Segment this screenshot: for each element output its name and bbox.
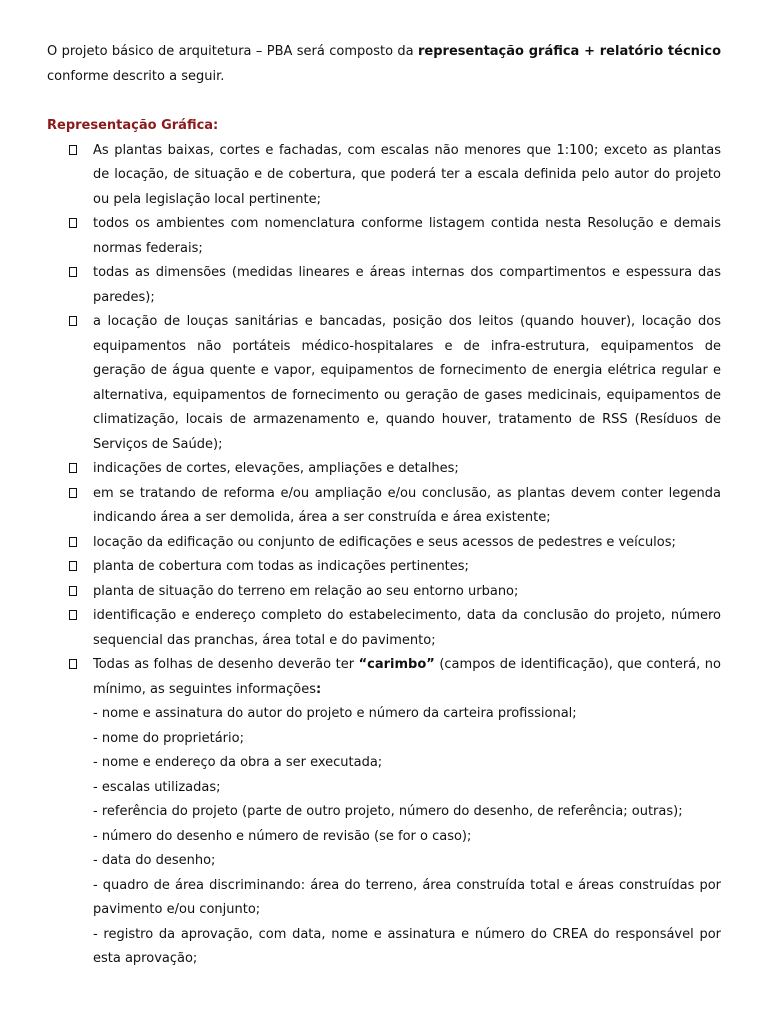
bullet-box-icon bbox=[69, 267, 77, 277]
carimbo-text-b: (campos de identificação), que conterá, no mínimo, as seguintes informações bbox=[93, 657, 722, 697]
carimbo-subitem: - nome do proprietário; bbox=[93, 730, 244, 746]
carimbo-subitem: - número do desenho e número de revisão (se for o caso); bbox=[93, 828, 472, 844]
carimbo-subitem: - registro da aprovação, com data, nome e assinatura e número do CREA do responsável por esta aprovação; bbox=[93, 926, 721, 966]
document-page bbox=[47, 40, 721, 972]
list-item-text: todas as dimensões (medidas lineares e áreas internas dos compartimentos e espessura das paredes); bbox=[93, 265, 721, 305]
list-item-text: a locação de louças sanitárias e bancadas, posição dos leitos (quando houver), locação dos equipamentos não portáteis médico-hospitalares e de infra-estrutura, equipamentos de geração de água quente e vapor, equipamentos de fornecimento de energia elétrica regular e alternativa, equipamentos de fornecimento ou geração de gases medicinais, equipamentos de climatização, locais de armazenamento e, quando houver, tratamento de RSS (Resíduos de Serviços de Saúde); bbox=[93, 314, 721, 452]
bullet-box-icon bbox=[69, 537, 77, 547]
carimbo-subitem: - referência do projeto (parte de outro projeto, número do desenho, de referência; outras); bbox=[93, 804, 683, 819]
carimbo-colon: : bbox=[316, 681, 322, 697]
bullet-box-icon bbox=[69, 316, 77, 326]
list-item-text: planta de cobertura com todas as indicações pertinentes; bbox=[93, 559, 469, 574]
bullet-box-icon bbox=[69, 561, 77, 571]
requirements-list bbox=[47, 139, 721, 972]
list-item-text: indicações de cortes, elevações, ampliações e detalhes; bbox=[93, 461, 459, 476]
carimbo-subitem: - quadro de área discriminando: área do terreno, área construída total e áreas construídas por pavimento e/ou conjunto; bbox=[93, 877, 721, 917]
list-item-text: identificação e endereço completo do estabelecimento, data da conclusão do projeto, número sequencial das pranchas, área total e do pavimento; bbox=[93, 608, 721, 648]
bullet-box-icon bbox=[69, 586, 77, 596]
bullet-box-icon bbox=[69, 659, 77, 669]
list-item-text: locação da edificação ou conjunto de edificações e seus acessos de pedestres e veículos; bbox=[93, 534, 676, 550]
list-item bbox=[47, 555, 721, 580]
list-item bbox=[47, 604, 721, 653]
bullet-box-icon bbox=[69, 610, 77, 620]
list-item bbox=[47, 139, 721, 213]
intro-bold-text: representação gráfica + relatório técnico bbox=[418, 44, 722, 59]
carimbo-subitem: - nome e assinatura do autor do projeto e número da carteira profissional; bbox=[93, 706, 577, 721]
list-item bbox=[47, 261, 721, 310]
list-item bbox=[47, 482, 721, 531]
list-item bbox=[47, 212, 721, 261]
list-item-text: em se tratando de reforma e/ou ampliação e/ou conclusão, as plantas devem conter legenda indicando área a ser demolida, área a ser construída e área existente; bbox=[93, 485, 721, 525]
carimbo-subitem: - escalas utilizadas; bbox=[93, 779, 221, 795]
list-item-carimbo bbox=[47, 653, 721, 972]
bullet-box-icon bbox=[69, 488, 77, 498]
list-item-text: planta de situação do terreno em relação ao seu entorno urbano; bbox=[93, 583, 519, 599]
list-item bbox=[47, 580, 721, 605]
bullet-box-icon bbox=[69, 145, 77, 155]
carimbo-bold: “carimbo” bbox=[358, 657, 435, 672]
list-item bbox=[47, 531, 721, 556]
carimbo-text-a: Todas as folhas de desenho deverão ter bbox=[93, 657, 359, 672]
bullet-box-icon bbox=[69, 218, 77, 228]
list-item-text: As plantas baixas, cortes e fachadas, com escalas não menores que 1:100; exceto as plantas de locação, de situação e de cobertura, que poderá ter a escala definida pelo autor do projeto ou pela legislação local pertinente; bbox=[93, 142, 721, 207]
list-item bbox=[47, 310, 721, 457]
intro-paragraph bbox=[47, 40, 721, 89]
list-item bbox=[47, 457, 721, 482]
section-heading: Representação Gráfica: bbox=[47, 118, 219, 133]
bullet-box-icon bbox=[69, 463, 77, 473]
carimbo-subitem: - data do desenho; bbox=[93, 853, 216, 868]
list-item-text: todos os ambientes com nomenclatura conforme listagem contida nesta Resolução e demais normas federais; bbox=[93, 216, 721, 256]
carimbo-subitem: - nome e endereço da obra a ser executada; bbox=[93, 755, 383, 770]
intro-text-a: O projeto básico de arquitetura – PBA será composto da bbox=[47, 44, 418, 59]
intro-text-b: conforme descrito a seguir. bbox=[47, 68, 225, 84]
